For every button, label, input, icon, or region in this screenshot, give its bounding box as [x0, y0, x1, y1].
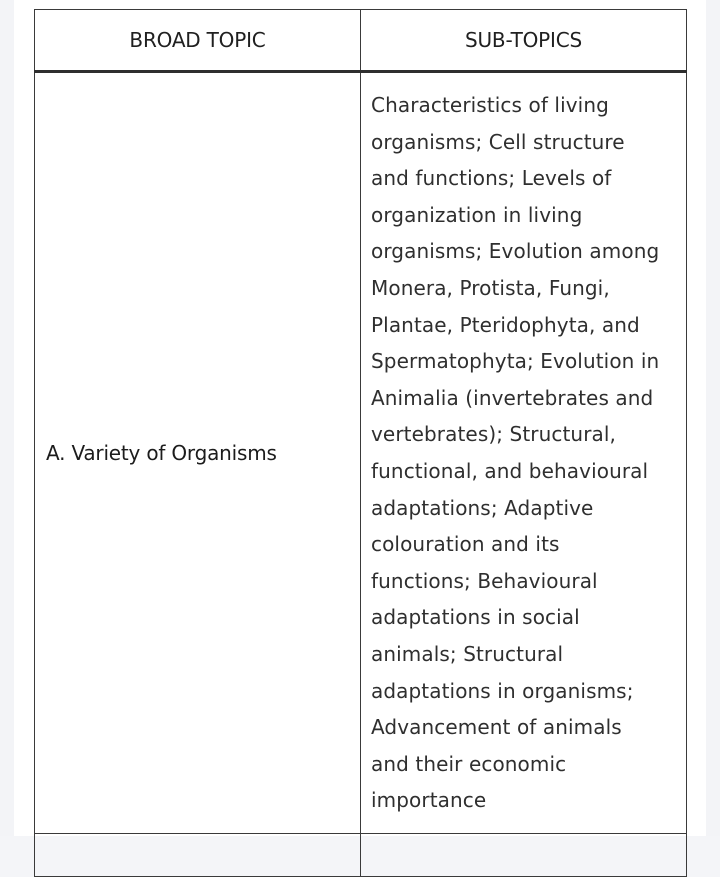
sub-topic-line: organization in living	[371, 202, 583, 227]
sub-topic-line: and their economic	[371, 751, 567, 776]
left-margin	[0, 0, 14, 836]
next-row-cell-right	[361, 833, 687, 876]
sub-topic-line: Monera, Protista, Fungi,	[371, 275, 610, 300]
sub-topic-line: adaptations in social	[371, 605, 580, 630]
table-row-partial	[35, 833, 687, 876]
next-row-cell-left	[35, 833, 361, 876]
sub-topic-line: Characteristics of living	[371, 93, 609, 117]
sub-topic-line: adaptations in organisms;	[371, 678, 634, 703]
sub-topic-line: functional, and behavioural	[371, 458, 649, 483]
sub-topic-line: functions; Behavioural	[371, 568, 598, 593]
sub-topic-line: Animalia (invertebrates and	[371, 385, 654, 410]
syllabus-table	[34, 9, 687, 877]
right-margin	[706, 0, 720, 836]
header-sub-topics: SUB-TOPICS	[361, 10, 687, 72]
header-broad-topic: BROAD TOPIC	[35, 10, 361, 72]
sub-topic-line: adaptations; Adaptive	[371, 495, 594, 520]
table-header-row	[35, 10, 687, 72]
sub-topics-cell	[361, 72, 687, 834]
broad-topic-cell: A. Variety of Organisms	[35, 72, 361, 834]
sub-topic-line: vertebrates); Structural,	[371, 422, 616, 447]
sub-topic-line: Advancement of animals	[371, 715, 622, 740]
sub-topic-line: animals; Structural	[371, 641, 564, 666]
sub-topic-line: and functions; Levels of	[371, 166, 612, 191]
sub-topic-line: Plantae, Pteridophyta, and	[371, 312, 640, 337]
sub-topic-line: Spermatophyta; Evolution in	[371, 349, 660, 374]
sub-topic-line: organisms; Cell structure	[371, 129, 625, 154]
sub-topic-line: organisms; Evolution among	[371, 239, 660, 264]
sub-topic-line: colouration and its	[371, 532, 560, 557]
sub-topic-line: importance	[371, 788, 487, 813]
table-row	[35, 72, 687, 834]
